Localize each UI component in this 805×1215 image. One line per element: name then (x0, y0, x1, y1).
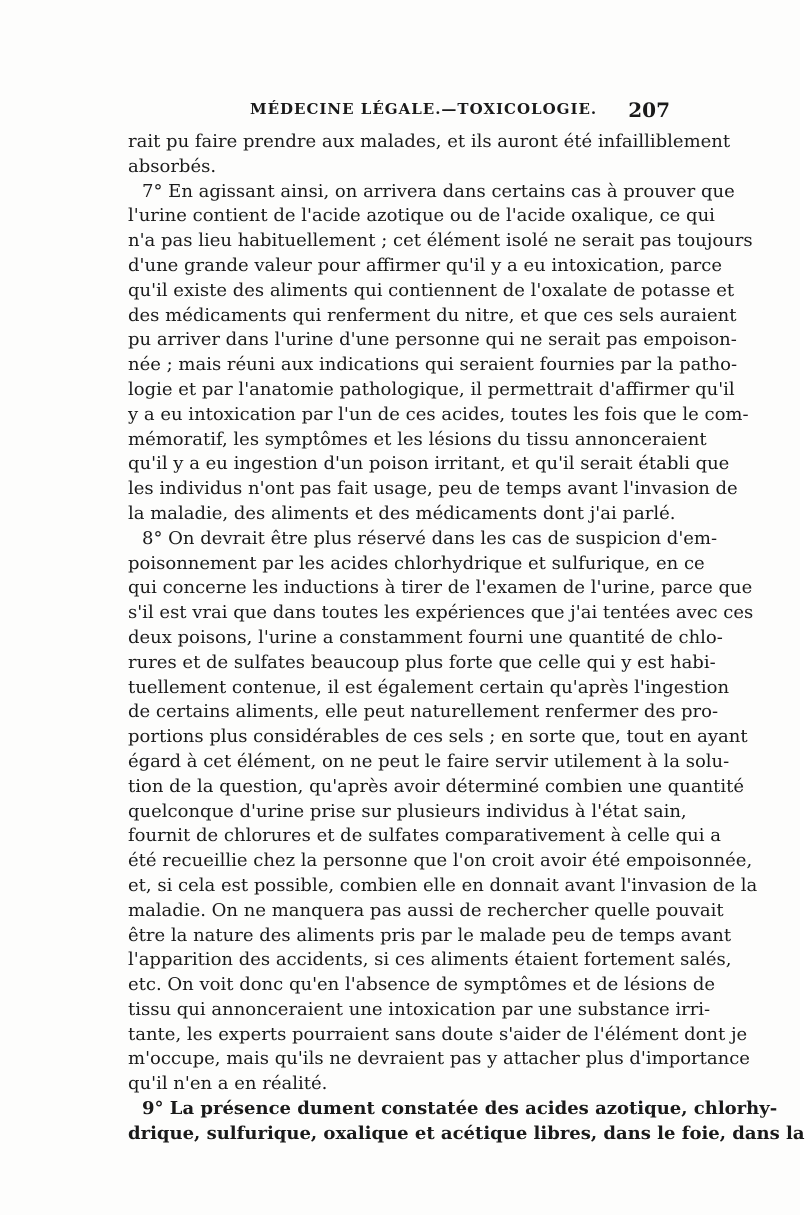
text-line: 9° La présence dument constatée des acides azotique, chlorhy- (142, 1098, 778, 1120)
text-line: mémoratif, les symptômes et les lésions du tissu annonceraient (128, 428, 707, 450)
text-line: drique, sulfurique, oxalique et acétique libres, dans le foie, dans la (128, 1122, 805, 1144)
text-line: tante, les experts pourraient sans doute s'aider de l'élément dont je (128, 1023, 748, 1045)
text-line: etc. On voit donc qu'en l'absence de symptômes et de lésions de (128, 974, 715, 996)
text-line: née ; mais réuni aux indications qui seraient fournies par la patho- (128, 354, 738, 376)
text-line: s'il est vrai que dans toutes les expériences que j'ai tentées avec ces (128, 602, 754, 624)
text-line: égard à cet élément, on ne peut le faire servir utilement à la solu- (128, 750, 730, 772)
text-line: tissu qui annonceraient une intoxication par une substance irri- (128, 998, 711, 1020)
text-line: logie et par l'anatomie pathologique, il permettrait d'affirmer qu'il (128, 378, 735, 400)
running-title: MÉDECINE LÉGALE.—TOXICOLOGIE. (250, 100, 598, 118)
text-line: absorbés. (128, 155, 217, 177)
text-line: et, si cela est possible, combien elle en donnait avant l'invasion de la (128, 874, 758, 896)
text-line: deux poisons, l'urine a constamment fourni une quantité de chlo- (128, 626, 723, 648)
text-line: tuellement contenue, il est également certain qu'après l'ingestion (128, 676, 730, 698)
text-line: 7° En agissant ainsi, on arrivera dans certains cas à prouver que (142, 180, 735, 202)
text-line: qu'il existe des aliments qui contiennent de l'oxalate de potasse et (128, 279, 735, 301)
text-line: fournit de chlorures et de sulfates comparativement à celle qui a (128, 825, 721, 847)
text-line: être la nature des aliments pris par le malade peu de temps avant (128, 924, 732, 946)
text-line: quelconque d'urine prise sur plusieurs individus à l'état sain, (128, 800, 687, 822)
page-number: 207 (628, 98, 670, 122)
text-line: y a eu intoxication par l'un de ces acides, toutes les fois que le com- (128, 403, 749, 425)
text-line: n'a pas lieu habituellement ; cet élément isolé ne serait pas toujours (128, 230, 753, 252)
text-line: rures et de sulfates beaucoup plus forte que celle qui y est habi- (128, 651, 716, 673)
body-text (128, 130, 805, 1147)
text-line: tion de la question, qu'après avoir déterminé combien une quantité (128, 775, 745, 797)
text-line: l'urine contient de l'acide azotique ou de l'acide oxalique, ce qui (128, 205, 715, 227)
text-line: portions plus considérables de ces sels ; en sorte que, tout en ayant (128, 726, 748, 748)
text-line: qu'il n'en a en réalité. (128, 1073, 328, 1095)
text-line: les individus n'ont pas fait usage, peu de temps avant l'invasion de (128, 478, 738, 500)
text-line: été recueillie chez la personne que l'on croit avoir été empoisonnée, (128, 850, 753, 872)
text-line: pu arriver dans l'urine d'une personne qui ne serait pas empoison- (128, 329, 737, 351)
text-line: maladie. On ne manquera pas aussi de rechercher quelle pouvait (128, 899, 724, 921)
text-line: la maladie, des aliments et des médicaments dont j'ai parlé. (128, 502, 676, 524)
text-line: d'une grande valeur pour affirmer qu'il y a eu intoxication, parce (128, 254, 723, 276)
text-line: 8° On devrait être plus réservé dans les cas de suspicion d'em- (142, 527, 718, 549)
text-line: poisonnement par les acides chlorhydrique et sulfurique, en ce (128, 552, 705, 574)
text-line: rait pu faire prendre aux malades, et ils auront été infailliblement (128, 131, 731, 152)
running-head (130, 100, 670, 126)
text-line: de certains aliments, elle peut naturellement renfermer des pro- (128, 701, 719, 723)
text-line: qui concerne les inductions à tirer de l'examen de l'urine, parce que (128, 577, 753, 599)
text-line: qu'il y a eu ingestion d'un poison irritant, et qu'il serait établi que (128, 453, 730, 475)
text-line: l'apparition des accidents, si ces aliments étaient fortement salés, (128, 949, 732, 971)
text-line: des médicaments qui renferment du nitre, et que ces sels auraient (128, 304, 737, 326)
text-line: m'occupe, mais qu'ils ne devraient pas y attacher plus d'importance (128, 1048, 750, 1070)
